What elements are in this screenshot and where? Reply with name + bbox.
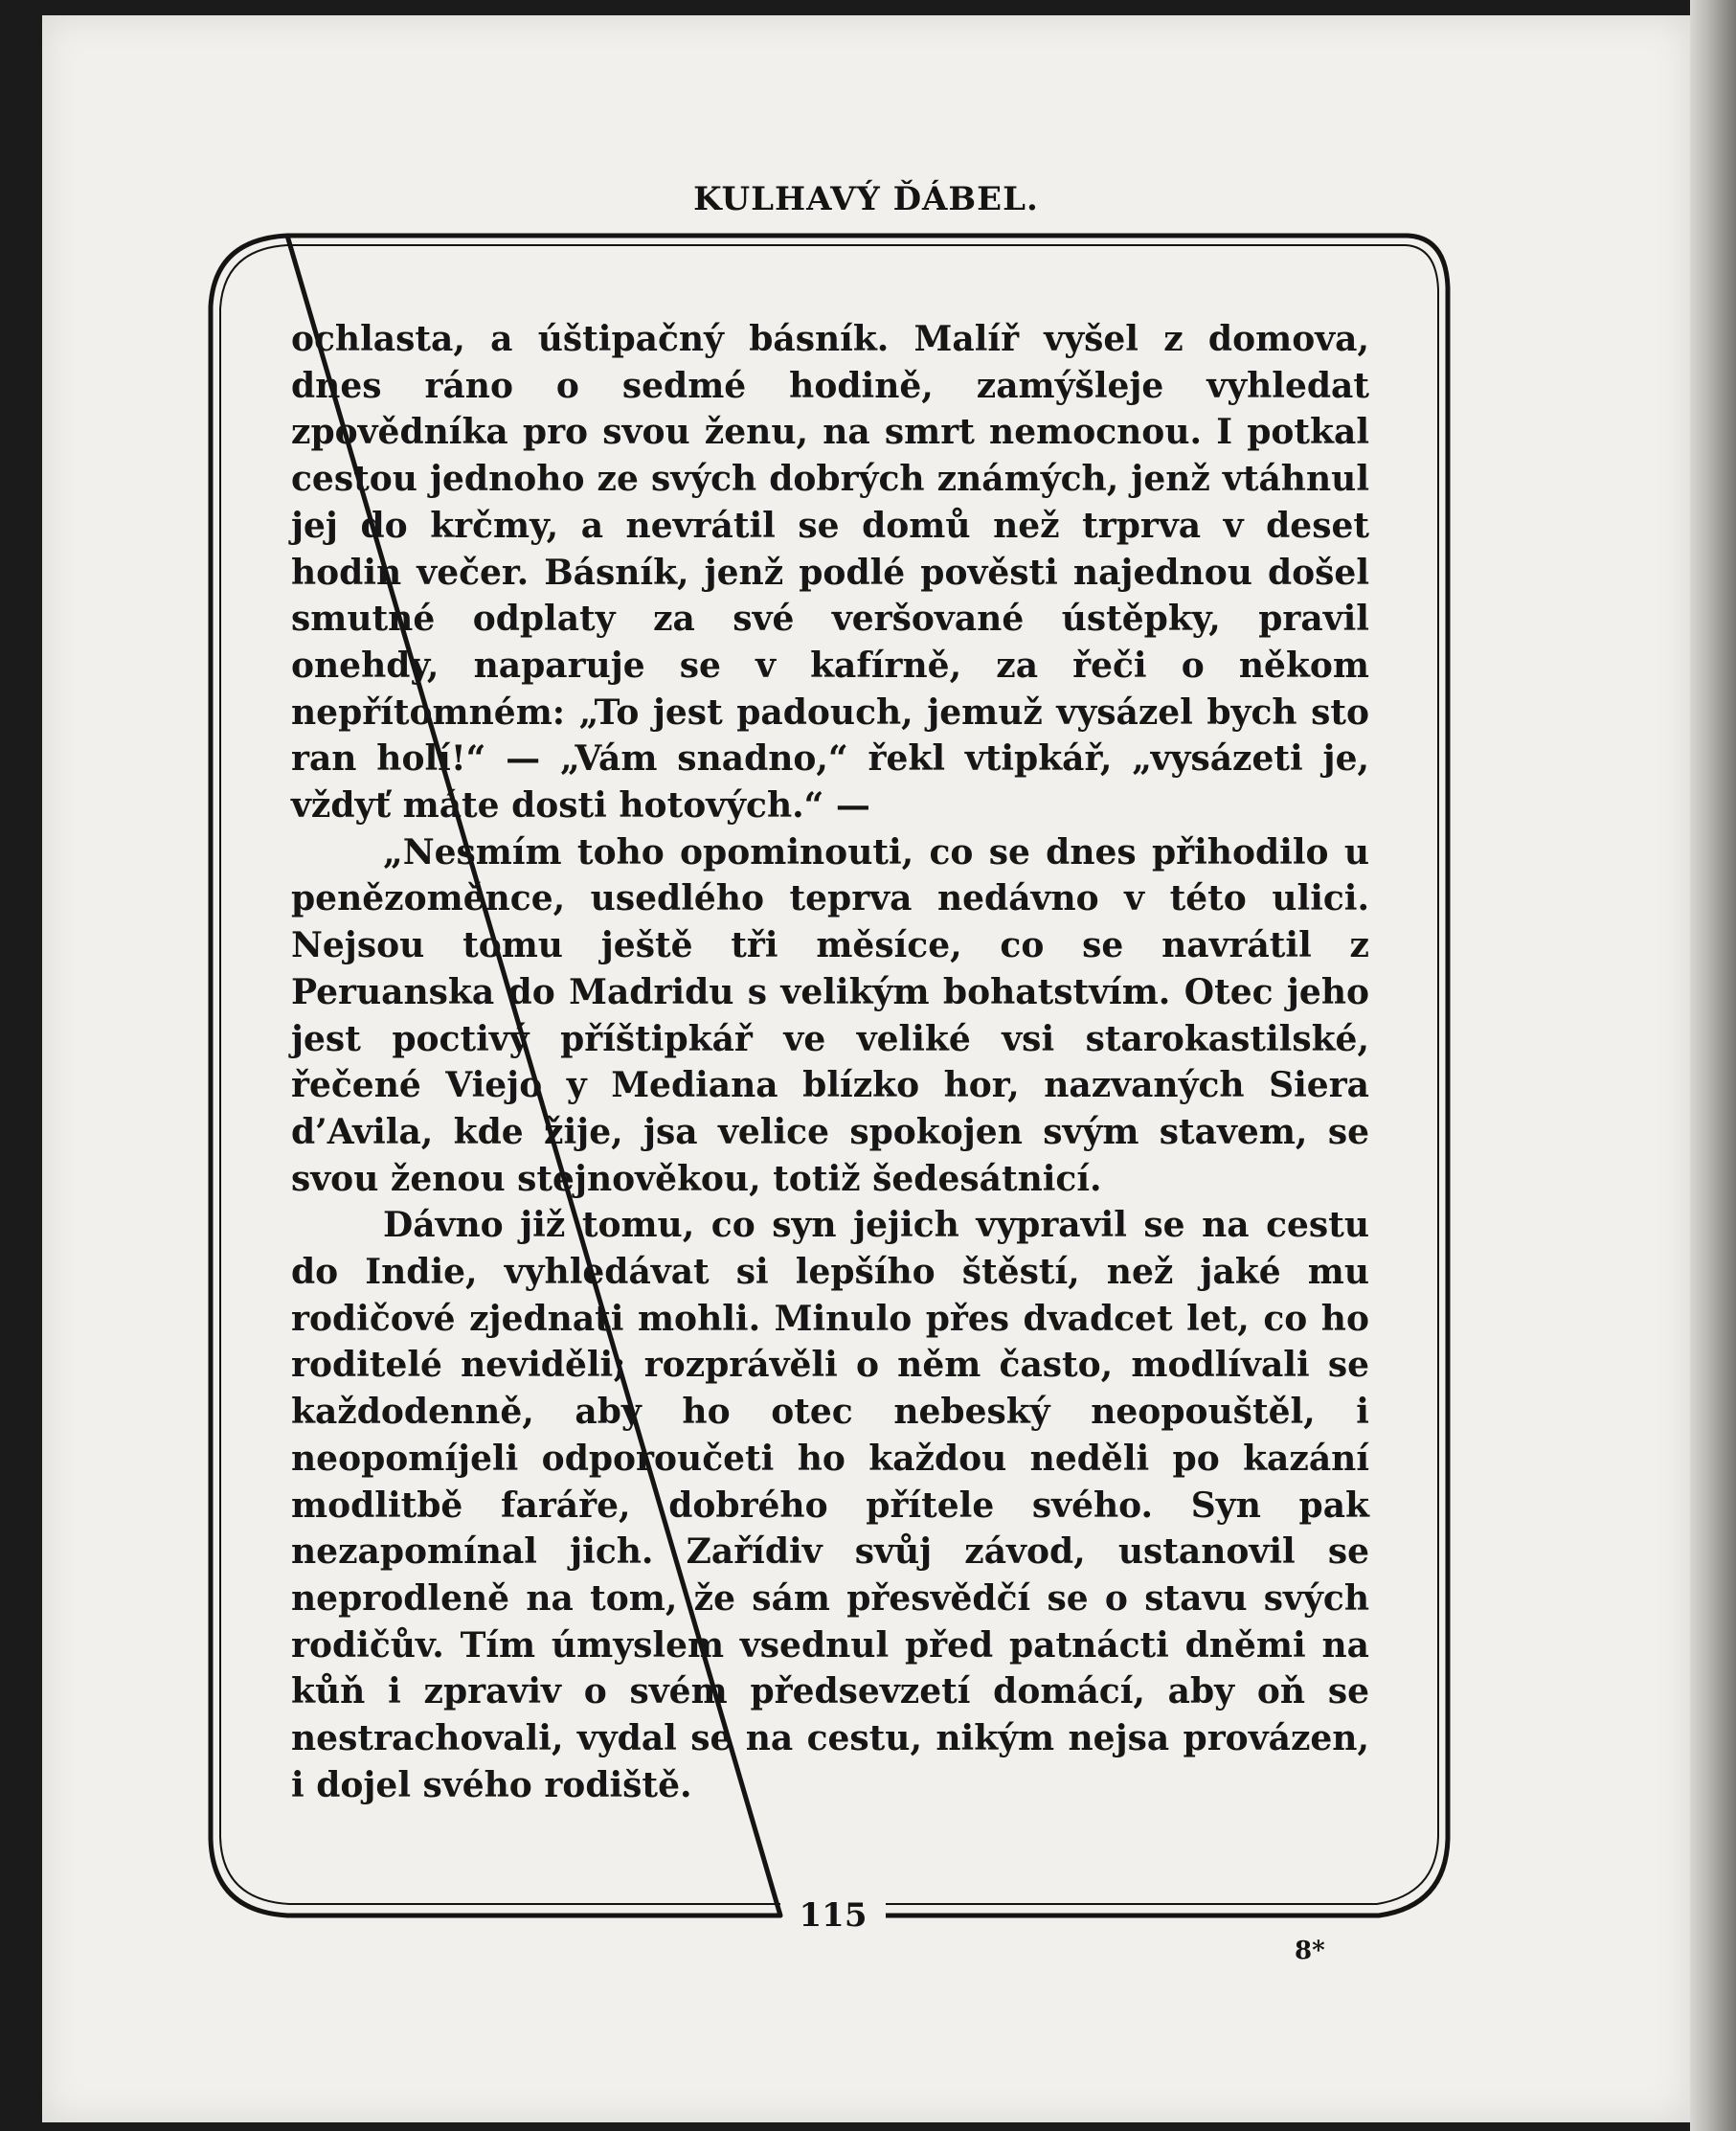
paragraph: Dávno již tomu, co syn jejich vypravil se na cestu do Indie, vyhledávat si lepšího štěstí, než jaké mu rodičové zjednati mohli. Minulo přes dvadcet let, co ho roditelé neviděli; rozprávěli o něm často, modlívali se každodenně, aby ho otec nebeský neopouštěl, i neopomíjeli odporoučeti ho každou neděli po kazání modlitbě faráře, dobrého přítele svého. Syn pak nezapomínal jich. Zařídiv svůj závod, ustanovil se neprodleně na tom, že sám přesvědčí se o stavu svých rodičův. Tím úmyslem vsednul před patnácti dněmi na kůň i zpraviv o svém předsevzetí domácí, aby oň se nestrachovali, vydal se na cestu, nikým nejsa provázen, i dojel svého rodiště.: [291, 1205, 1369, 1805]
page-number: 115: [785, 1896, 881, 1935]
paragraph: „Nesmím toho opominouti, co se dnes přihodilo u penězoměnce, usedlého teprva nedávno v této ulici. Nejsou tomu ještě tři měsíce, co se navrátil z Peruanska do Madridu s velikým bohatstvím. Otec jeho jest poctivý příštipkář ve veliké vsi starokastilské, řečené Viejo y Mediana blízko hor, nazvaných Siera d’Avila, kde žije, jsa velice spokojen svým stavem, se svou ženou stejnověkou, totiž šedesátnicí.: [291, 831, 1369, 1199]
running-head: KULHAVÝ ĎÁBEL.: [693, 180, 1039, 218]
signature-mark: 8*: [1295, 1937, 1325, 1965]
paragraph: ochlasta, a úštipačný básník. Malíř vyšel z domova, dnes ráno o sedmé hodině, zamýšleje vyhledat zpovědníka pro svou ženu, na smrt nemocnou. I potkal cestou jednoho ze svých dobrých známých, jenž vtáhnul jej do krčmy, a nevrátil se domů než trprva v deset hodin večer. Básník, jenž podlé pověsti najednou došel smutné odplaty za své veršované ústěpky, pravil onehdy, naparuje se v kafírně, za řeči o někom nepřítomném: „To jest padouch, jemuž vysázel bych sto ran holí!“ — „Vám snadno,“ řekl vtipkář, „vysázeti je, vždyť máte dosti hotových.“ —: [291, 319, 1369, 827]
body-text: [291, 316, 1369, 1809]
